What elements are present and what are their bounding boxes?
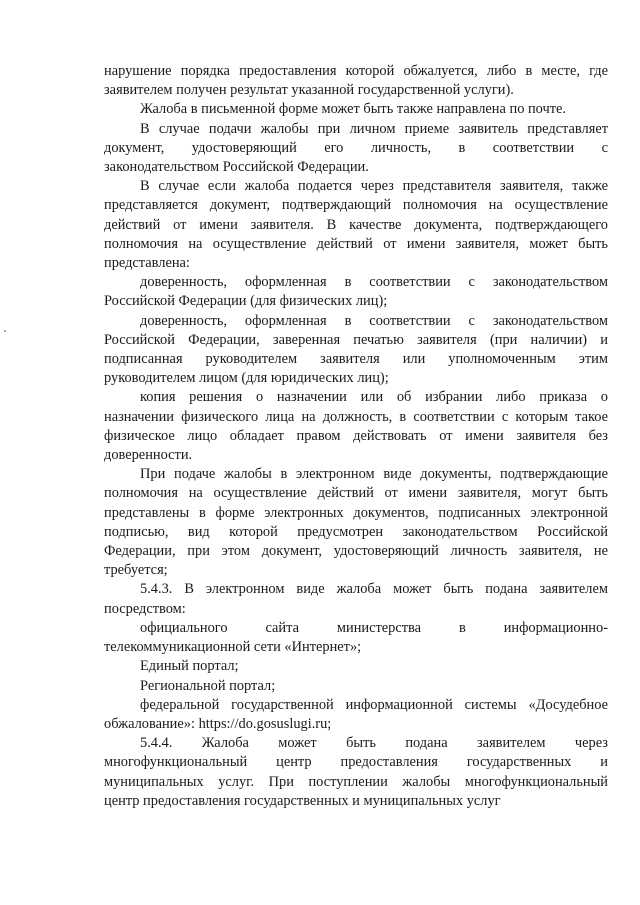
text-line: документ, удостоверяющий его личность, в соответствии с xyxy=(104,139,608,156)
text-line: официального сайта министерства в информационно- xyxy=(140,619,608,636)
text-line: многофункциональный центр предоставления государственных и xyxy=(104,754,608,771)
text-line: подписанная руководителем заявителя или уполномоченным этим xyxy=(104,351,608,368)
text-line: Жалоба в письменной форме может быть также направлена по почте. xyxy=(140,101,567,118)
paragraph-p14 xyxy=(104,734,608,811)
text-line: назначении физического лица на должность, в соответствии с которым такое xyxy=(104,408,608,425)
paragraph-p8 xyxy=(104,465,608,580)
text-line: федеральной государственной информационной системы «Досудебное xyxy=(140,696,608,713)
paragraph-p5 xyxy=(104,273,608,311)
paragraph-p12 xyxy=(104,677,608,696)
text-line: При подаче жалобы в электронном виде документы, подтверждающие xyxy=(140,466,608,483)
paragraph-p13 xyxy=(104,696,608,734)
text-line: подписью, вид которой предусмотрен законодательством Российской xyxy=(104,523,608,540)
text-line: представляется документ, подтверждающий полномочия на осуществление xyxy=(104,197,608,214)
text-line: действий от имени заявителя. В качестве документа, подтверждающего xyxy=(104,216,608,233)
text-line: доверенности. xyxy=(104,447,193,464)
text-line: посредством: xyxy=(104,600,186,617)
text-line: обжалование»: https://do.gosuslugi.ru; xyxy=(104,715,332,732)
text-line: 5.4.4. Жалоба может быть подана заявителем через xyxy=(140,735,608,752)
paragraph-p10 xyxy=(104,619,608,657)
text-line: представлены в форме электронных документов, подписанных электронной xyxy=(104,504,608,521)
text-line: Региональной портал; xyxy=(140,677,276,694)
text-line: руководителем лицом (для юридических лиц); xyxy=(104,370,389,387)
paragraph-p9 xyxy=(104,580,608,618)
paragraph-p4 xyxy=(104,177,608,273)
text-line: телекоммуникационной сети «Интернет»; xyxy=(104,639,362,656)
text-line: муниципальных услуг. При поступлении жалобы многофункциональный xyxy=(104,773,608,790)
text-line: заявителем получен результат указанной государственной услуги). xyxy=(104,82,514,99)
text-line: законодательством Российской Федерации. xyxy=(104,159,369,176)
text-line: полномочия на осуществление действий от имени заявителя, может быть xyxy=(104,235,608,252)
text-line: 5.4.3. В электронном виде жалоба может быть подана заявителем xyxy=(140,581,608,598)
text-line: Федерации, при этом документ, удостоверяющий личность заявителя, не xyxy=(104,543,608,560)
text-line: Российской Федерации (для физических лиц); xyxy=(104,293,388,310)
text-line: полномочия на осуществление действий от имени заявителя, могут быть xyxy=(104,485,608,502)
paragraph-p6 xyxy=(104,312,608,389)
text-line: Российской Федерации, заверенная печатью заявителя (при наличии) и xyxy=(104,331,608,348)
scan-speck xyxy=(4,330,6,332)
text-line: представлена: xyxy=(104,255,190,272)
text-line: копия решения о назначении или об избрании либо приказа о xyxy=(140,389,608,406)
text-line: нарушение порядка предоставления которой обжалуется, либо в месте, где xyxy=(104,63,608,79)
paragraph-p3 xyxy=(104,120,608,178)
text-line: доверенность, оформленная в соответствии с законодательством xyxy=(140,274,608,291)
text-line: Единый портал; xyxy=(140,658,239,675)
text-line: доверенность, оформленная в соответствии с законодательством xyxy=(140,312,608,329)
text-line: центр предоставления государственных и муниципальных услуг xyxy=(104,792,501,809)
document-page xyxy=(104,62,608,811)
text-line: требуется; xyxy=(104,562,168,579)
paragraph-p7 xyxy=(104,388,608,465)
text-line: физическое лицо обладает правом действовать от имени заявителя без xyxy=(104,427,608,444)
paragraph-p11 xyxy=(104,657,608,676)
paragraph-p2 xyxy=(104,100,608,119)
text-line: В случае если жалоба подается через представителя заявителя, также xyxy=(140,178,608,195)
text-line: В случае подачи жалобы при личном приеме заявитель представляет xyxy=(140,120,608,137)
paragraph-p1 xyxy=(104,62,608,100)
